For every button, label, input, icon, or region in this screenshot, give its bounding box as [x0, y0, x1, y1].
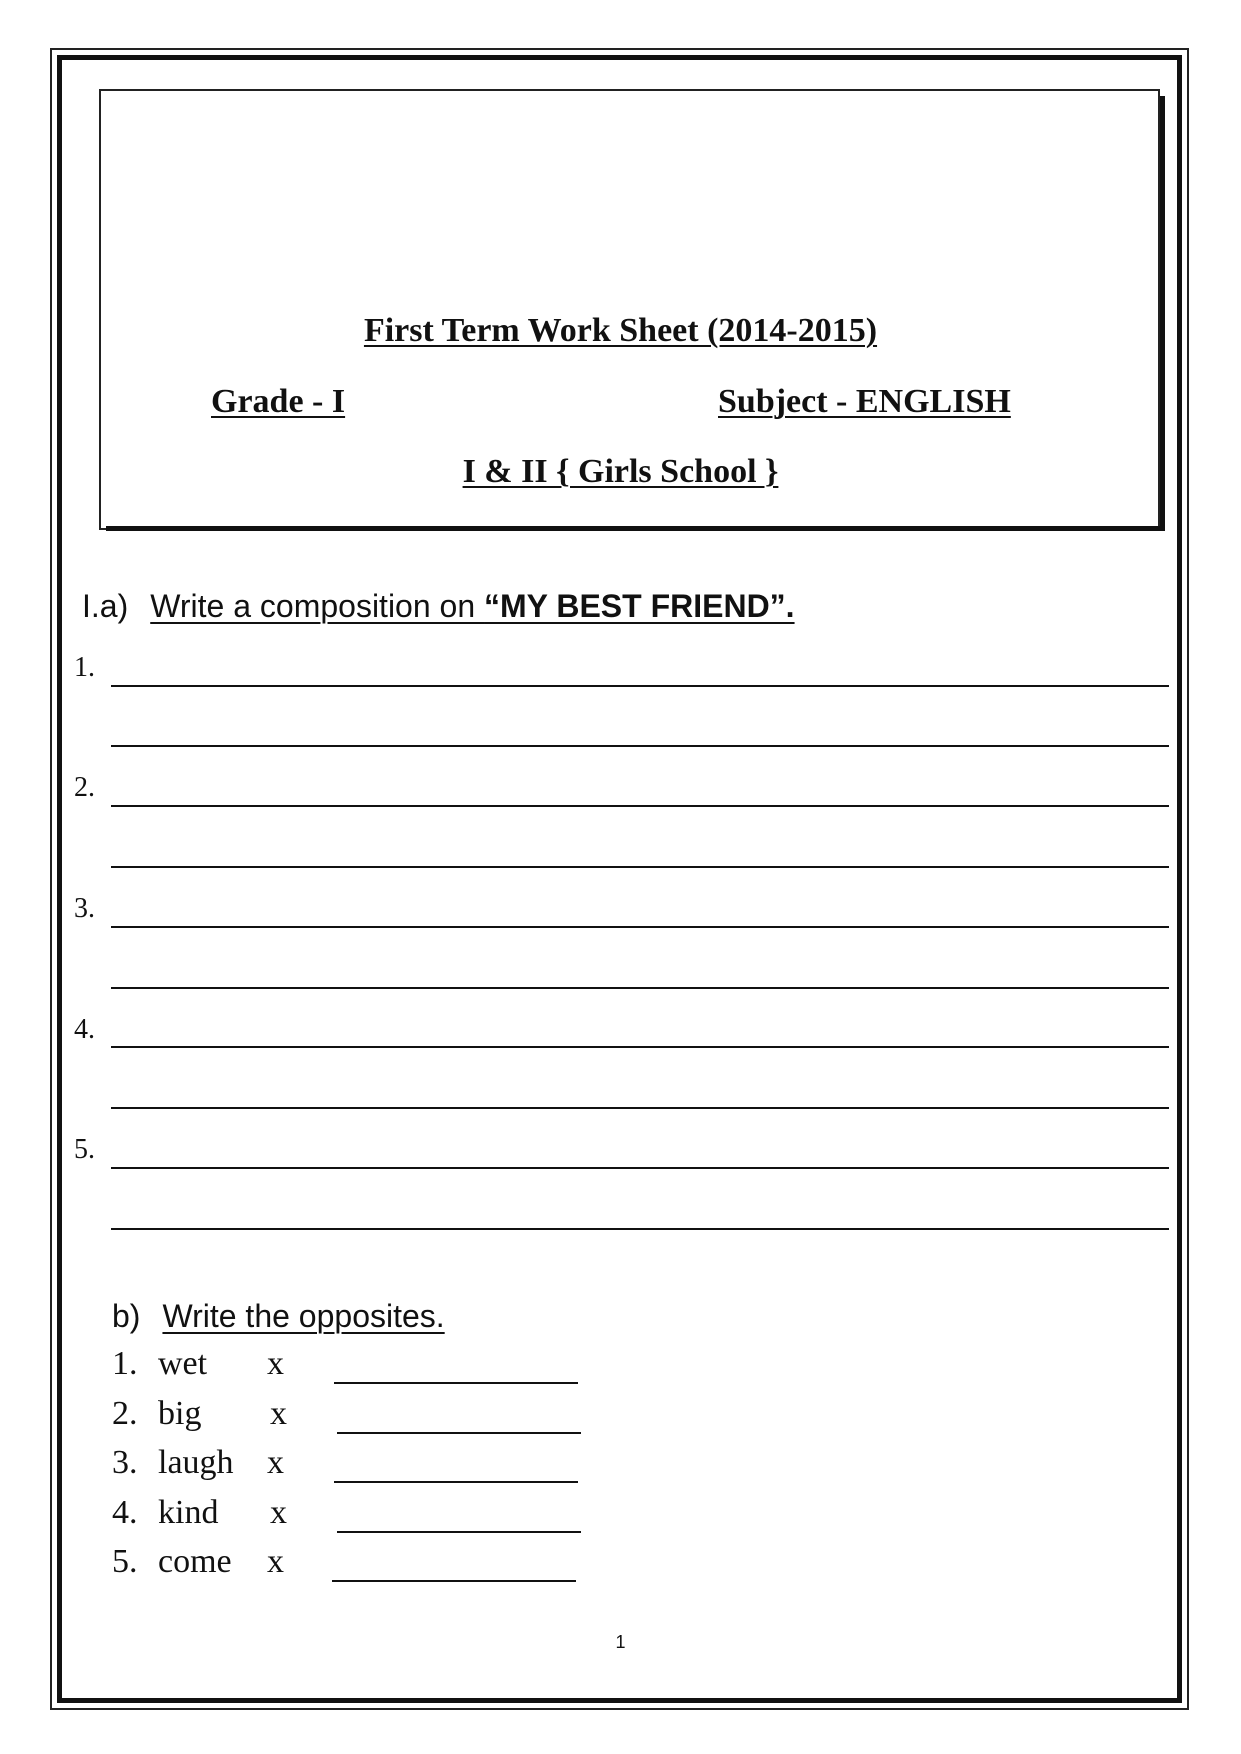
opposite-item-number: 5.	[112, 1543, 138, 1580]
subject-label: Subject - ENGLISH	[718, 383, 1011, 420]
composition-writing-line[interactable]	[111, 805, 1169, 807]
composition-writing-line[interactable]	[111, 1167, 1169, 1169]
section-a-instruction-text: Write a composition on	[150, 588, 485, 624]
page-number: 1	[615, 1632, 626, 1652]
opposite-item-word: big	[158, 1395, 202, 1432]
opposite-item-word: wet	[158, 1345, 208, 1382]
opposite-separator: x	[270, 1395, 287, 1432]
opposite-separator: x	[270, 1494, 287, 1531]
composition-writing-line[interactable]	[111, 987, 1169, 989]
opposite-item-number: 2.	[112, 1395, 138, 1432]
composition-writing-line[interactable]	[111, 866, 1169, 868]
composition-line-number: 2.	[74, 772, 95, 803]
composition-writing-line[interactable]	[111, 1046, 1169, 1048]
composition-writing-line[interactable]	[111, 1107, 1169, 1109]
opposite-answer-blank[interactable]	[337, 1432, 581, 1434]
section-b-label: b)	[112, 1298, 141, 1334]
opposite-item-number: 3.	[112, 1444, 138, 1481]
section-a-heading	[82, 588, 795, 625]
composition-line-number: 1.	[74, 652, 95, 683]
opposite-answer-blank[interactable]	[334, 1481, 578, 1483]
opposite-separator: x	[267, 1444, 284, 1481]
opposite-separator: x	[267, 1543, 284, 1580]
section-b-instruction: Write the opposites.	[162, 1298, 445, 1334]
section-b-heading	[112, 1298, 445, 1335]
opposite-separator: x	[267, 1345, 284, 1382]
opposite-item-word: kind	[158, 1494, 219, 1531]
grade-label: Grade - I	[211, 383, 346, 420]
worksheet-title: First Term Work Sheet (2014-2015)	[363, 312, 878, 349]
opposite-answer-blank[interactable]	[337, 1531, 581, 1533]
opposite-answer-blank[interactable]	[334, 1382, 578, 1384]
composition-writing-line[interactable]	[111, 685, 1169, 687]
section-a-label: I.a)	[82, 588, 129, 624]
opposite-item-number: 4.	[112, 1494, 138, 1531]
composition-writing-line[interactable]	[111, 926, 1169, 928]
composition-writing-line[interactable]	[111, 1228, 1169, 1230]
school-label: I & II { Girls School }	[462, 453, 779, 490]
opposite-item-word: laugh	[158, 1444, 234, 1481]
opposite-item-number: 1.	[112, 1345, 138, 1382]
composition-line-number: 4.	[74, 1014, 95, 1045]
composition-writing-line[interactable]	[111, 745, 1169, 747]
composition-line-number: 5.	[74, 1134, 95, 1165]
opposite-item-word: come	[158, 1543, 232, 1580]
section-a-topic: “MY BEST FRIEND”.	[484, 588, 795, 624]
composition-line-number: 3.	[74, 893, 95, 924]
section-a-instruction	[150, 588, 794, 624]
opposite-answer-blank[interactable]	[332, 1580, 576, 1582]
